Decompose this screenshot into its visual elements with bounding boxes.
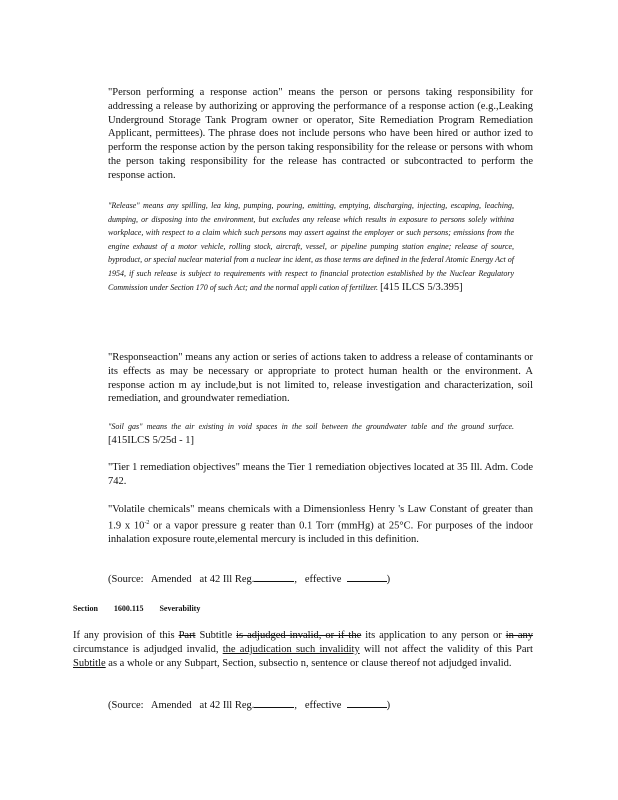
- source-note: [108, 698, 390, 711]
- exponent: -2: [144, 519, 150, 526]
- definition-volatile-chemicals: [108, 503, 533, 547]
- sev-text: will not affect the validity of this Part: [359, 643, 533, 655]
- blank-line: [347, 572, 387, 582]
- section-heading: Section 1600.115 Severability: [73, 604, 201, 613]
- volatile-text-b: or a vapor pressure g reater than 0.1 Torr (mmHg) at 25°C. For purposes of the indoor inhalation exposure route,elemental mercury is included in this definition.: [108, 520, 533, 546]
- blank-line: [254, 698, 294, 708]
- underlined-text: Subtitle: [73, 657, 106, 669]
- blank-line: [347, 698, 387, 708]
- struck-text: is adjudged invalid, or if the: [236, 630, 362, 641]
- definition-response-action: "Responseaction" means any action or series of actions taken to address a release of contaminants or its effects as may be necessary or appropriate to protect human health or the environment. A response action m ay include,but is not limited to, release investigation and characterization, soil remediation, and groundwater remediation.: [108, 352, 533, 405]
- source-effective-label: , effective: [294, 574, 347, 585]
- definition-tier1-remediation-objectives: "Tier 1 remediation objectives" means the Tier 1 remediation objectives located at 35 Ill. Adm. Code 742.: [108, 462, 533, 487]
- definition-release-text: "Release" means any spilling, lea king, pumping, pouring, emitting, emptying, discharging, injecting, escaping, leaching, dumping, or disposing into the environment, but excludes any release which results in exposure to persons solely withina workplace, with respect to a claim which such persons may assert against the employer or such persons; emissions from the engine exhaust of a motor vehicle, rolling stock, aircraft, vessel, or pipeline pumping station engine; release of source, byproduct, or special nuclear material from a nuclear inc ident, as those terms are defined in the federal Atomic Energy Act of 1954, if such release is subject to requirements with respect to financial protection established by the Nuclear Regulatory Commission under Section 170 of such Act; and the normal appli cation of fertilizer.: [108, 201, 514, 292]
- statute-citation: [415ILCS 5/25d - 1]: [108, 434, 195, 446]
- definition-soil-gas-text: "Soil gas" means the air existing in void spaces in the soil between the groundwater table and the ground surface.: [108, 422, 514, 431]
- source-close: ): [386, 574, 391, 585]
- sev-text: If any provision of this: [73, 630, 179, 641]
- struck-text: Part: [178, 630, 196, 641]
- blank-line: [254, 572, 294, 582]
- source-note-text: (Source: Amended at 42 Ill Reg.: [108, 700, 255, 711]
- source-note: [108, 572, 390, 585]
- struck-text: in any: [505, 630, 534, 641]
- source-close: ): [386, 700, 391, 711]
- source-effective-label: , effective: [294, 700, 347, 711]
- source-note-text: (Source: Amended at 42 Ill Reg.: [108, 574, 255, 585]
- sev-text: its application to any person or: [361, 630, 506, 641]
- sev-text: circumstance is adjudged invalid,: [73, 643, 223, 655]
- sev-text: as a whole or any Subpart, Section, subsectio n, sentence or clause thereof not adjudged invalid.: [105, 657, 512, 669]
- statute-citation: [415 ILCS 5/3.395]: [380, 281, 463, 293]
- definition-release: [108, 199, 514, 294]
- sev-text: Subtitle: [195, 630, 237, 641]
- underlined-text: the adjudication such invalidity: [222, 643, 360, 655]
- definition-person-performing-response-action: "Person performing a response action" means the person or persons taking responsibility for addressing a release by authorizing or approving the performance of a response action (e.g.,Leaking Underground Storage Tank Program owner or operator, Site Remediation Program Remediation Applicant, permittees). The phrase does not include persons who have been hired or author ized to perform the response action by the person taking responsibility for the release or persons with whom the person taking responsibility for the release has contracted or subcontracted to perform the response action.: [108, 87, 533, 181]
- volatile-text-a: "Volatile chemicals" means chemicals with a Dimensionless Henry 's Law Constant of greater than 1.9 x 10: [108, 504, 533, 532]
- severability-paragraph: [73, 629, 533, 670]
- definition-soil-gas: [108, 420, 514, 447]
